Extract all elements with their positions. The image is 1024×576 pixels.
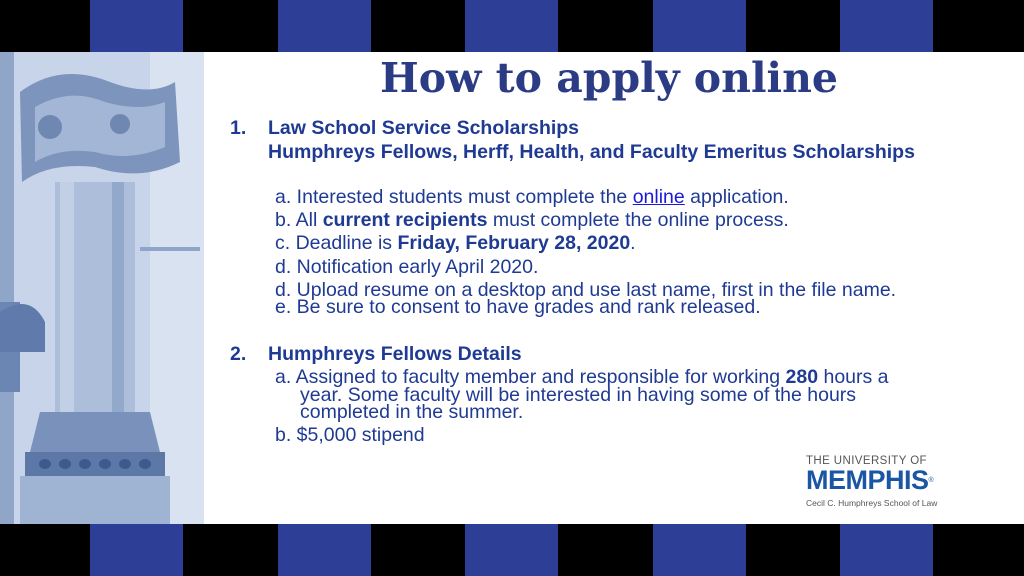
university-logo xyxy=(806,455,966,508)
stripe xyxy=(278,0,371,52)
top-stripe-band xyxy=(0,0,1024,52)
bottom-stripe-band xyxy=(0,524,1024,576)
section1-heading-line2: Humphreys Fellows, Herff, Health, and Faculty Emeritus Scholarships xyxy=(268,141,915,163)
section1-item-d2: d. Upload resume on a desktop and use last name, first in the file name. xyxy=(275,279,897,301)
section2-item-a: a. Assigned to faculty member and responsible for working 280 hours a xyxy=(275,366,889,388)
column-photo xyxy=(0,52,204,524)
stripe xyxy=(840,0,933,52)
section1-item-e: e. Be sure to consent to have grades and rank released. xyxy=(275,296,761,318)
logo-main-text: MEMPHIS® xyxy=(806,465,934,495)
column-illustration xyxy=(0,52,204,524)
section1-number: 1. xyxy=(230,117,247,139)
section1-item-c: c. Deadline is Friday, February 28, 2020. xyxy=(275,232,636,254)
stripe xyxy=(278,524,371,576)
stripe xyxy=(90,524,183,576)
slide-content xyxy=(0,52,1024,524)
stripe xyxy=(653,524,746,576)
stripe xyxy=(465,524,558,576)
section1-item-b: b. All current recipients must complete the online process. xyxy=(275,209,789,231)
section2-item-a-line3: completed in the summer. xyxy=(300,401,524,423)
section2-number: 2. xyxy=(230,343,247,365)
stripe xyxy=(840,524,933,576)
section1-item-d1: d. Notification early April 2020. xyxy=(275,256,539,278)
stripe xyxy=(90,0,183,52)
logo-top-text: THE UNIVERSITY OF xyxy=(806,455,927,467)
stripe xyxy=(465,0,558,52)
section1-heading-line1: Law School Service Scholarships xyxy=(268,117,580,139)
section2-item-a-line2: year. Some faculty will be interested in having some of the hours xyxy=(300,384,857,406)
stripe xyxy=(653,0,746,52)
logo-subtitle: Cecil C. Humphreys School of Law xyxy=(806,498,938,508)
section2-heading: Humphreys Fellows Details xyxy=(268,343,522,365)
page-title: How to apply online xyxy=(380,54,838,102)
online-application-link[interactable]: online xyxy=(632,186,685,208)
section1-item-a: a. Interested students must complete the online application. xyxy=(275,186,789,208)
section2-item-b: b. $5,000 stipend xyxy=(275,424,425,446)
